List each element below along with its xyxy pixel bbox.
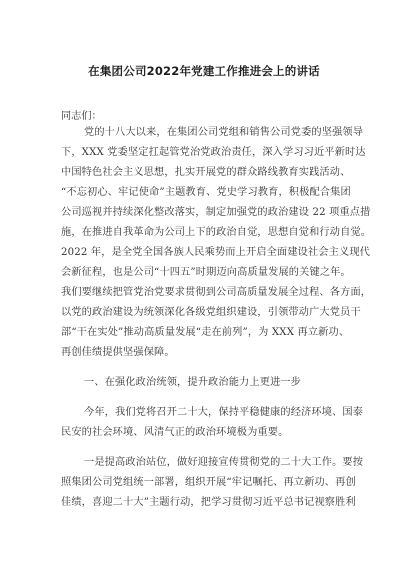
paragraph-line: 公司巡视并持续深化整改落实，制定加强党的政治建设 22 项重点措 (61, 207, 371, 218)
paragraph-line: 照集团公司党组统一部署，组织开展“牢记嘱托、再立新功、再创 (61, 477, 356, 488)
paragraph-line: 2022 年，是全党全国各族人民乘势而上开启全面建设社会主义现代 (61, 247, 371, 258)
section-heading: 一、在强化政治统领，提升政治能力上更进一步 (84, 377, 302, 388)
paragraph-line: 施，在推进自我革命为公司上下的政治自觉，思想自觉和行动自觉。 (61, 227, 372, 238)
paragraph-line: 党的十八大以来，在集团公司党组和销售公司党委的坚强领导 (84, 127, 364, 138)
document-title: 在集团公司2022年党建工作推进会上的讲话 (88, 64, 320, 78)
paragraph-line: 民安的社会环境、风清气正的政治环境极为重要。 (61, 427, 289, 438)
paragraph-line: 再创佳绩提供坚强保障。 (61, 347, 175, 358)
paragraph-line: 我们要继续把管党治党要求贯彻到公司高质量发展全过程、各方面， (61, 287, 372, 298)
paragraph-line: 会新征程，也是公司“十四五”时期迈向高质量发展的关键之年。 (61, 267, 351, 278)
salutation: 同志们： (61, 111, 102, 122)
paragraph-line: 佳绩，喜迎二十大”主题行动，把学习贯彻习近平总书记视察胜利 (61, 497, 356, 508)
paragraph-line: 中国特色社会主义思想，扎实开展党的群众路线教育实践活动、 (61, 167, 351, 178)
paragraph-line: 一是提高政治站位，做好迎接宣传贯彻党的二十大工作。要按 (84, 457, 364, 468)
paragraph-line: 部“干在实处”推动高质量发展“走在前列”，为 XXX 再立新功、 (61, 327, 350, 338)
paragraph-line: 以党的政治建设为统领深化各级党组织建设，引领带动广大党员干 (61, 307, 361, 318)
paragraph-line: “不忘初心、牢记使命”主题教育、党史学习教育，积极配合集团 (61, 187, 351, 198)
paragraph-line: 下，XXX 党委坚定扛起管党治党政治责任，深入学习习近平新时达 (61, 147, 366, 158)
paragraph-line: 今年，我们党将召开二十大，保持平稳健康的经济环境、国泰 (84, 407, 364, 418)
